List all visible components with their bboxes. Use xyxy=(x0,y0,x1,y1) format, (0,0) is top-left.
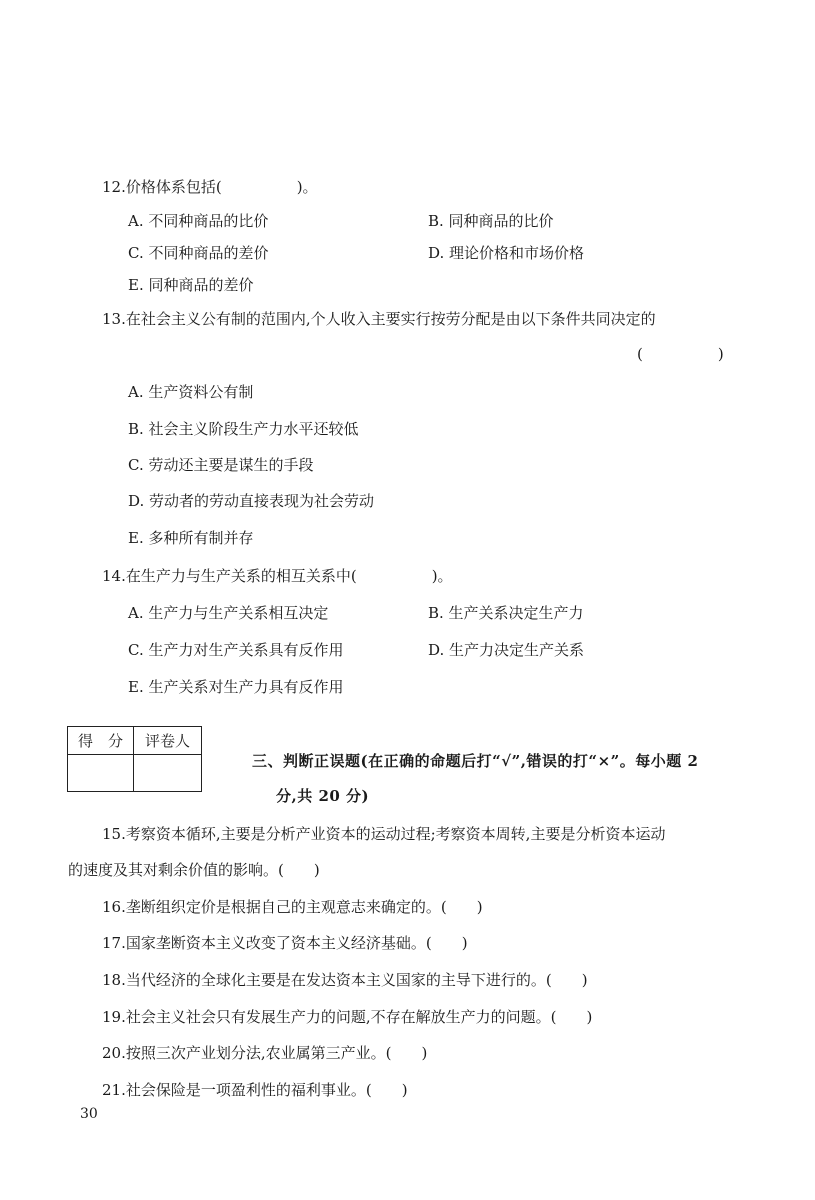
question-13-option-b: B. 社会主义阶段生产力水平还较低 xyxy=(128,420,359,438)
grader-header: 评卷人 xyxy=(134,727,202,755)
question-13-option-c: C. 劳动还主要是谋生的手段 xyxy=(128,456,314,474)
question-15-line1: 15.考察资本循环,主要是分析产业资本的运动过程;考察资本周转,主要是分析资本运动 xyxy=(102,825,666,843)
question-15-line2: 的速度及其对剩余价值的影响。( ) xyxy=(68,861,320,879)
question-12-stem: 12.价格体系包括( )。 xyxy=(102,178,318,196)
question-12-option-d: D. 理论价格和市场价格 xyxy=(428,244,585,262)
question-20: 20.按照三次产业划分法,农业属第三产业。( ) xyxy=(102,1044,428,1062)
question-12-option-c: C. 不同种商品的差价 xyxy=(128,244,269,262)
question-13-option-e: E. 多种所有制并存 xyxy=(128,529,254,547)
question-16: 16.垄断组织定价是根据自己的主观意志来确定的。( ) xyxy=(102,898,483,916)
question-12-option-a: A. 不同种商品的比价 xyxy=(128,212,269,230)
question-13-option-a: A. 生产资料公有制 xyxy=(128,383,254,401)
question-12-option-e: E. 同种商品的差价 xyxy=(128,276,254,294)
question-14-option-a: A. 生产力与生产关系相互决定 xyxy=(128,604,329,622)
question-13-option-d: D. 劳动者的劳动直接表现为社会劳动 xyxy=(128,492,375,510)
section-3-title-line1: 三、判断正误题(在正确的命题后打“√”,错误的打“×”。每小题 2 xyxy=(252,752,699,770)
question-18: 18.当代经济的全球化主要是在发达资本主义国家的主导下进行的。( ) xyxy=(102,971,588,989)
question-14-option-d: D. 生产力决定生产关系 xyxy=(428,641,585,659)
question-13-answer-blank: ( ) xyxy=(637,345,724,363)
page-number: 30 xyxy=(80,1106,98,1122)
question-12-option-b: B. 同种商品的比价 xyxy=(428,212,554,230)
grader-cell[interactable] xyxy=(134,755,202,792)
question-13-stem: 13.在社会主义公有制的范围内,个人收入主要实行按劳分配是由以下条件共同决定的 xyxy=(102,310,656,328)
question-14-option-e: E. 生产关系对生产力具有反作用 xyxy=(128,678,344,696)
question-19: 19.社会主义社会只有发展生产力的问题,不存在解放生产力的问题。( ) xyxy=(102,1008,593,1026)
question-14-option-b: B. 生产关系决定生产力 xyxy=(428,604,584,622)
section-3-title-line2: 分,共 20 分) xyxy=(276,787,370,805)
score-header: 得 分 xyxy=(68,727,134,755)
question-14-option-c: C. 生产力对生产关系具有反作用 xyxy=(128,641,344,659)
question-17: 17.国家垄断资本主义改变了资本主义经济基础。( ) xyxy=(102,934,468,952)
question-21: 21.社会保险是一项盈利性的福利事业。( ) xyxy=(102,1081,408,1099)
question-14-stem: 14.在生产力与生产关系的相互关系中( )。 xyxy=(102,567,453,585)
score-table xyxy=(67,726,202,792)
score-cell[interactable] xyxy=(68,755,134,792)
